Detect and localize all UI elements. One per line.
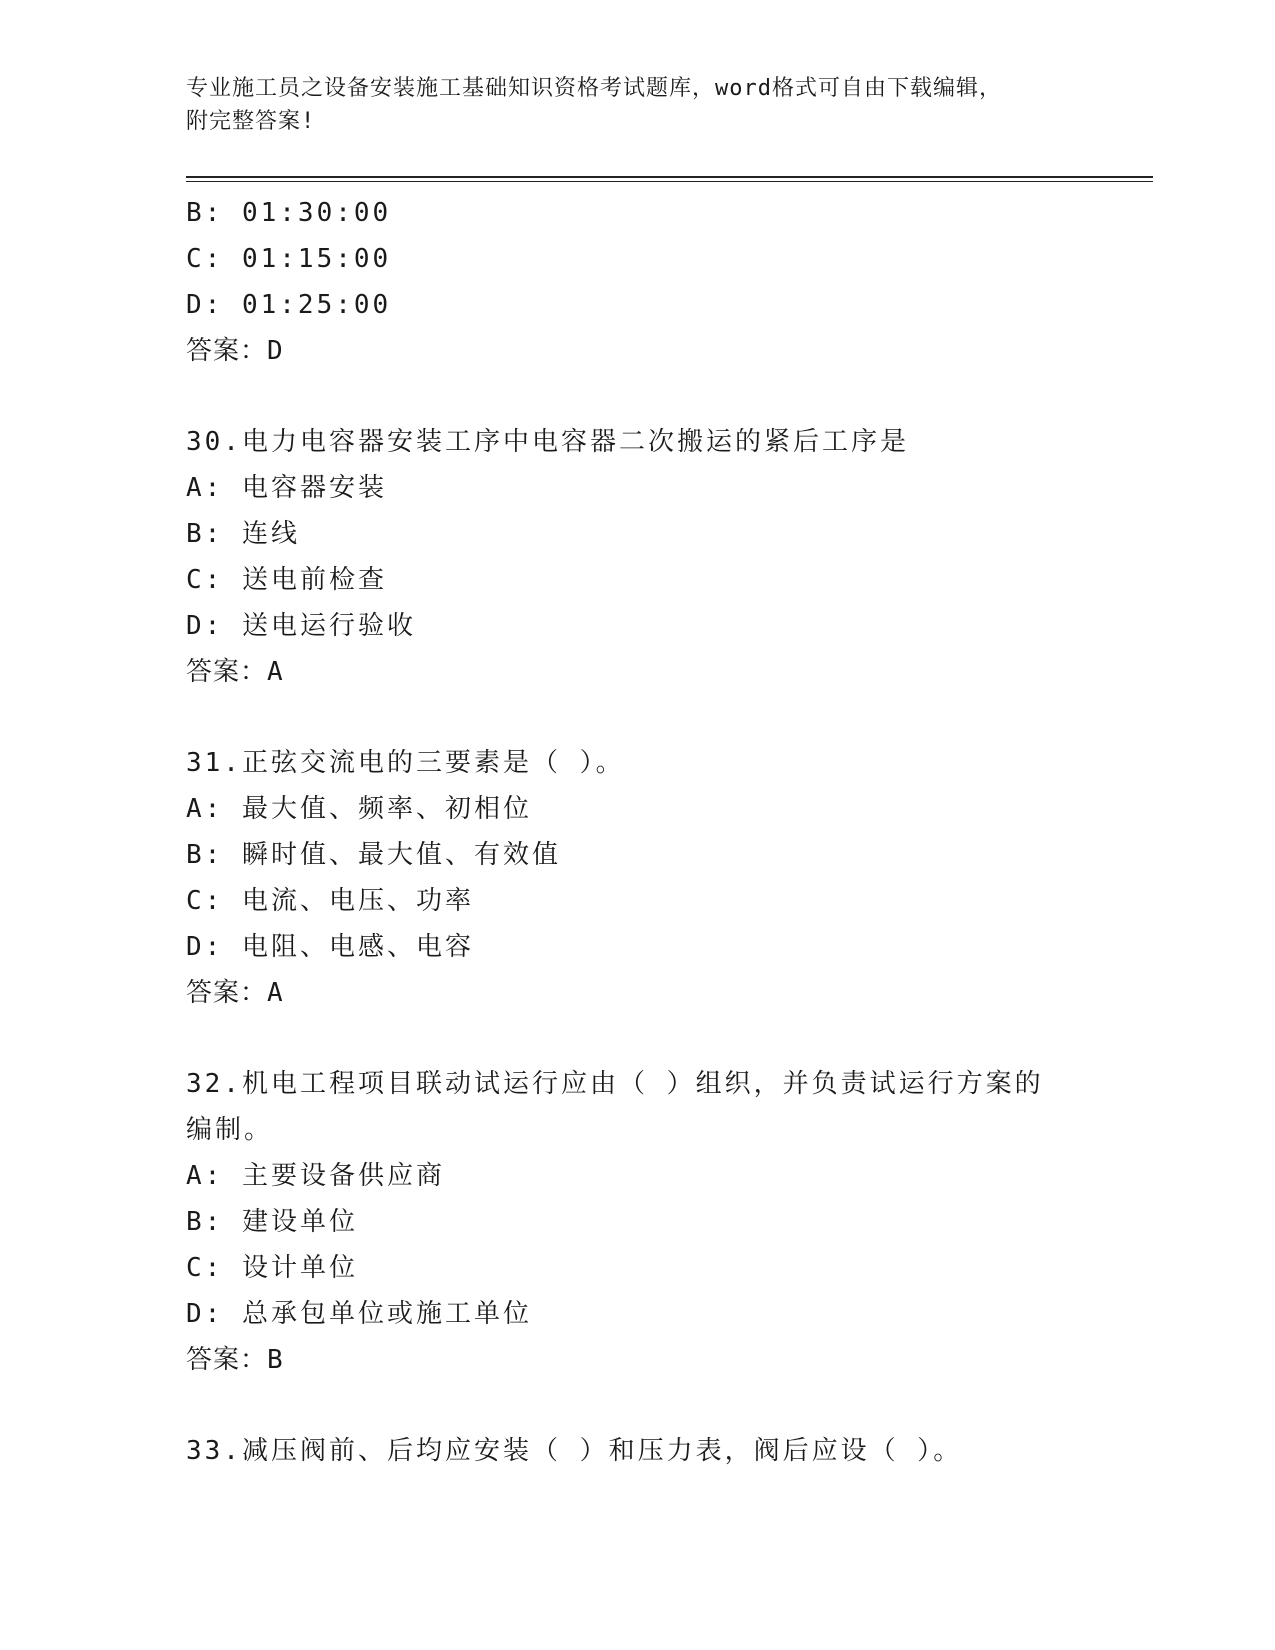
option-c: C: 设计单位 (186, 1253, 358, 1283)
option-d: D: 01:25:00 (186, 290, 392, 320)
option-b: B: 瞬时值、最大值、有效值 (186, 840, 561, 870)
option-a: A: 最大值、频率、初相位 (186, 794, 532, 824)
option-d: D: 送电运行验收 (186, 611, 416, 641)
option-a: A: 主要设备供应商 (186, 1161, 445, 1191)
previous-question-tail (186, 190, 1086, 374)
question-32 (186, 1061, 1086, 1383)
option-b: B: 连线 (186, 519, 300, 549)
question-stem: 31.正弦交流电的三要素是（ ）。 (186, 748, 625, 778)
document-header (186, 72, 1086, 138)
option-c: C: 电流、电压、功率 (186, 886, 474, 916)
question-list (186, 190, 1086, 1474)
option-c: C: 01:15:00 (186, 244, 392, 274)
answer-line: 答案：A (186, 657, 284, 687)
header-line-2: 附完整答案! (186, 109, 316, 134)
answer-line: 答案：A (186, 978, 284, 1008)
option-a: A: 电容器安装 (186, 473, 387, 503)
header-divider (186, 176, 1153, 182)
answer-line: 答案：B (186, 1345, 284, 1375)
answer-line: 答案：D (186, 336, 284, 366)
option-b: B: 01:30:00 (186, 198, 392, 228)
question-stem: 33.减压阀前、后均应安装（ ）和压力表，阀后应设（ ）。 (186, 1436, 963, 1466)
option-d: D: 电阻、电感、电容 (186, 932, 474, 962)
question-31 (186, 740, 1086, 1016)
question-33 (186, 1428, 1086, 1474)
question-stem: 30.电力电容器安装工序中电容器二次搬运的紧后工序是 (186, 427, 909, 457)
option-d: D: 总承包单位或施工单位 (186, 1299, 532, 1329)
option-b: B: 建设单位 (186, 1207, 358, 1237)
header-line-1: 专业施工员之设备安装施工基础知识资格考试题库，word格式可自由下载编辑， (186, 76, 1002, 101)
question-30 (186, 419, 1086, 695)
option-c: C: 送电前检查 (186, 565, 387, 595)
question-stem: 32.机电工程项目联动试运行应由（ ）组织，并负责试运行方案的编制。 (186, 1069, 1044, 1145)
